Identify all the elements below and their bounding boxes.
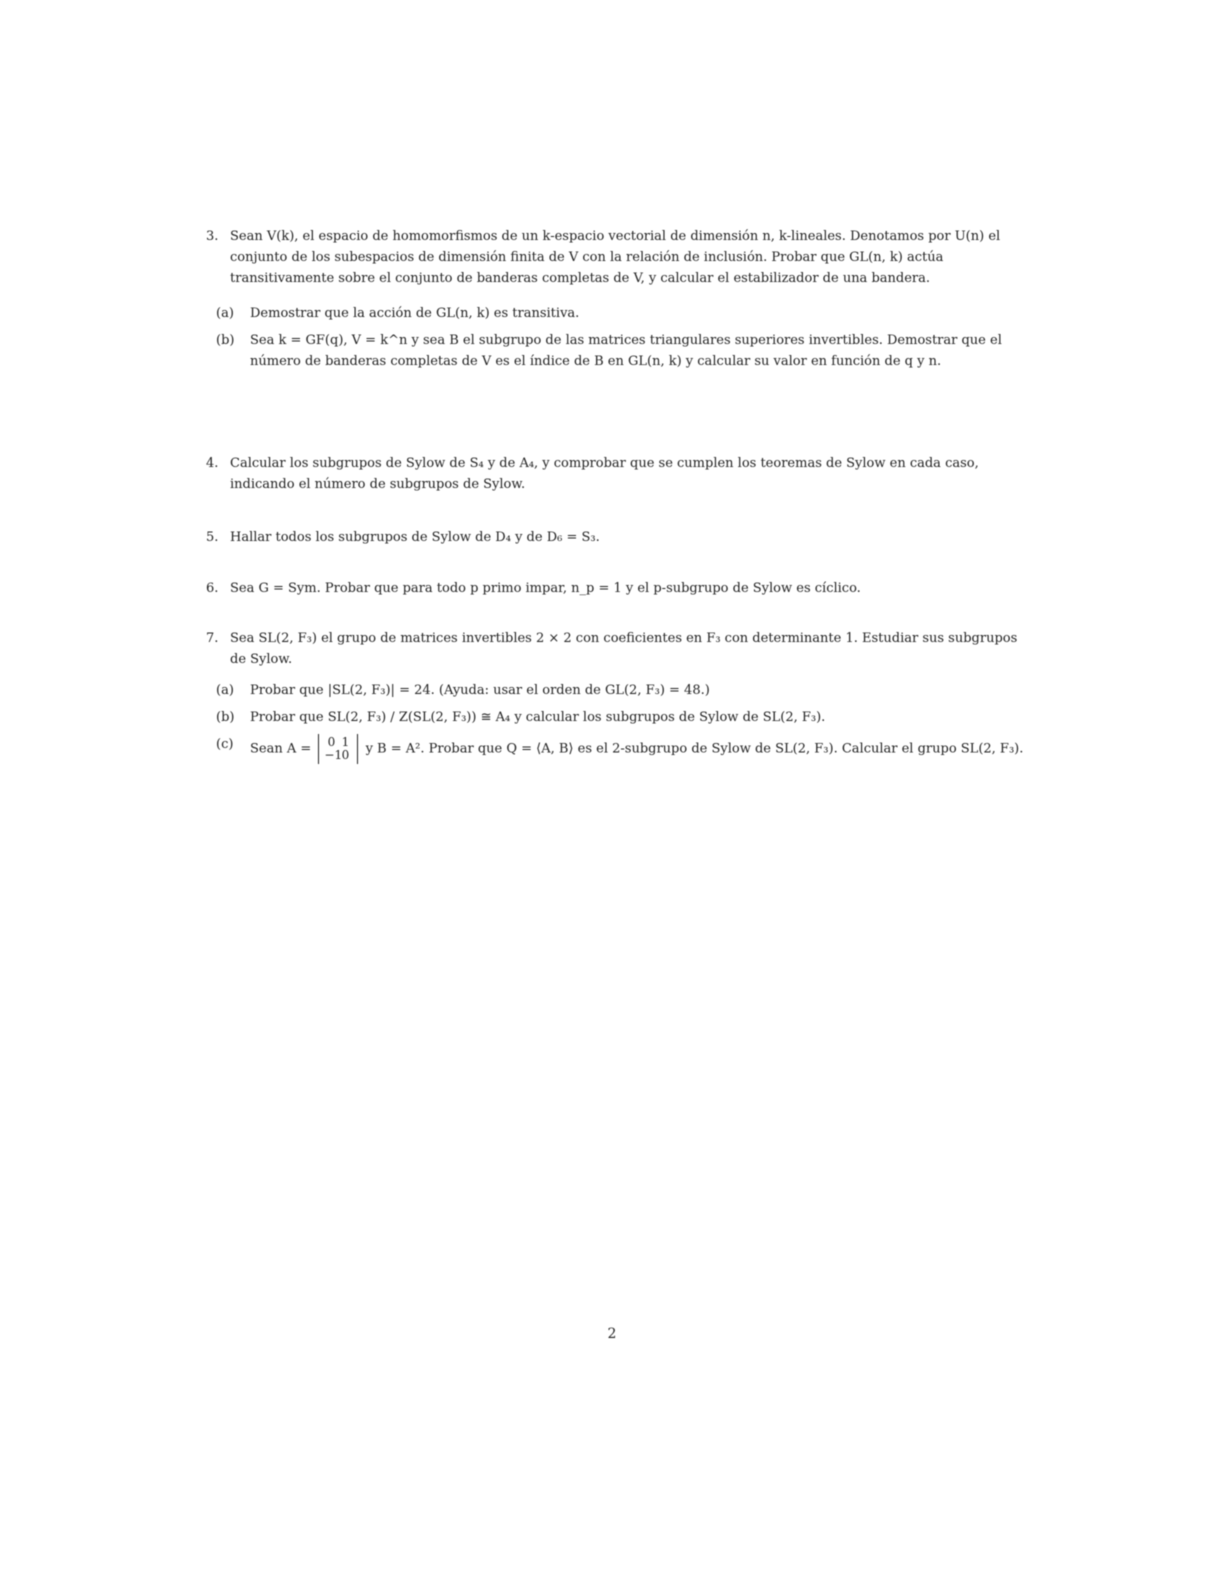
- problem-part: [216, 330, 1032, 372]
- matrix-row: [324, 749, 352, 762]
- part-label: (b): [216, 710, 235, 725]
- problem-5: [206, 527, 1032, 548]
- problem-part: [216, 734, 1032, 764]
- problem-3: [206, 226, 1032, 378]
- problem-parts: [206, 303, 1032, 372]
- problem-7: [206, 628, 1032, 770]
- problem-part: [216, 680, 1032, 701]
- problem-text: Sean V(k), el espacio de homomorfismos de un k-espacio vectorial de dimensión n, k-lineales. Denotamos por U(n) el conjunto de los subespacios de dimensión finita de V con la relación de inclusión. Probar que GL(n, k) actúa transitivamente sobre el conjunto de banderas completas de V, y calcular el estabilizador de una bandera.: [230, 229, 1001, 286]
- part-label: (a): [216, 683, 234, 698]
- problem-number: 3.: [206, 229, 219, 244]
- problem-parts: [206, 680, 1032, 764]
- part-text: Probar que SL(2, F₃) / Z(SL(2, F₃)) ≅ A₄ y calcular los subgrupos de Sylow de SL(2, F₃).: [250, 710, 826, 725]
- problem-text: Hallar todos los subgrupos de Sylow de D₄ y de D₆ = S₃.: [230, 530, 600, 545]
- part-label: (b): [216, 333, 235, 348]
- page-number: 2: [607, 1326, 617, 1342]
- problem-6: [206, 578, 1032, 599]
- problem-number: 4.: [206, 456, 219, 471]
- part-label: (a): [216, 306, 234, 321]
- problem-text: Calcular los subgrupos de Sylow de S₄ y de A₄, y comprobar que se cumplen los teoremas de Sylow en cada caso, indicando el número de subgrupos de Sylow.: [230, 456, 979, 492]
- problem-number: 6.: [206, 581, 219, 596]
- problem-part: [216, 303, 1032, 324]
- matrix-cell: 0: [341, 748, 350, 762]
- part-text: Sea k = GF(q), V = k^n y sea B el subgrupo de las matrices triangulares superiores invertibles. Demostrar que el número de banderas completas de V es el índice de B en GL(n, k) y calcular su valor en función de q y n.: [250, 333, 1002, 369]
- part-text-before: Sean A =: [250, 741, 312, 757]
- part-text: [250, 734, 1032, 764]
- problem-text: Sea SL(2, F₃) el grupo de matrices invertibles 2 × 2 con coeficientes en F₃ con determinante 1. Estudiar sus subgrupos de Sylow.: [230, 631, 1018, 667]
- matrix-a: [318, 734, 358, 764]
- matrix-cell: 1: [341, 735, 350, 749]
- problem-number: 5.: [206, 530, 219, 545]
- part-text: Probar que |SL(2, F₃)| = 24. (Ayuda: usar el orden de GL(2, F₃) = 48.): [250, 683, 710, 698]
- problem-number: 7.: [206, 631, 219, 646]
- problem-text: Sea G = Sym. Probar que para todo p primo impar, n_p = 1 y el p-subgrupo de Sylow es cíclico.: [230, 581, 861, 596]
- problem-4: [206, 453, 1032, 495]
- part-label: (c): [216, 737, 234, 752]
- part-text: Demostrar que la acción de GL(n, k) es transitiva.: [250, 306, 580, 321]
- matrix-cell: −1: [324, 748, 343, 762]
- part-text-after: y B = A². Probar que Q = ⟨A, B⟩ es el 2-subgrupo de Sylow de SL(2, F₃). Calcular el grupo SL(2, F₃).: [365, 741, 1024, 757]
- problem-part: [216, 707, 1032, 728]
- matrix-cell: 0: [327, 735, 336, 749]
